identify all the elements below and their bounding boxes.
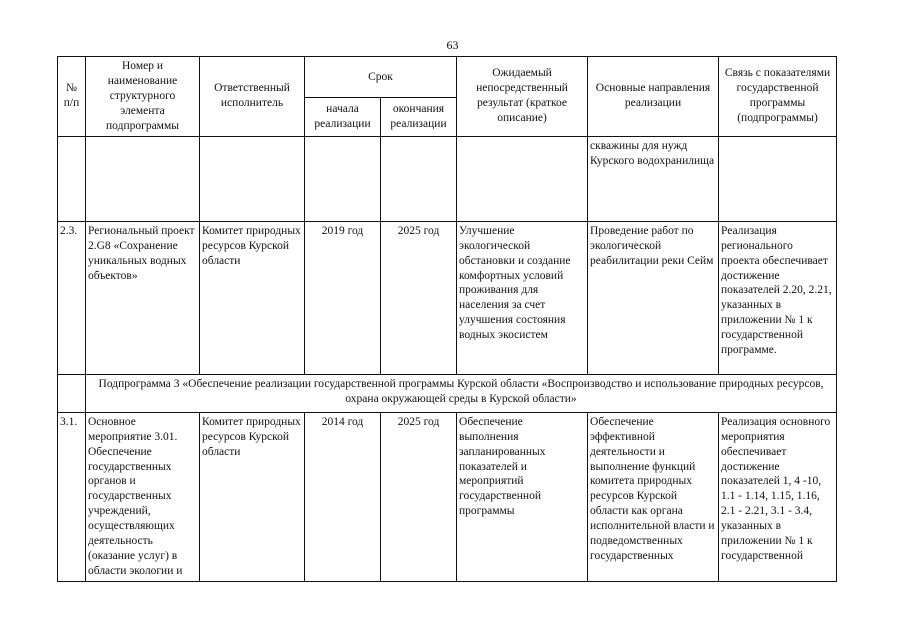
cell-result xyxy=(457,136,588,221)
header-executor: Ответственный исполнитель xyxy=(200,57,305,137)
subprogram-title: Подпрограмма 3 «Обеспечение реализации государственной программы Курской области «Воспроизводство и использование природных ресурсов, охрана окружающей среды в Курской области» xyxy=(86,374,837,412)
table-row xyxy=(58,136,837,221)
cell-link: Реализация регионального проекта обеспечивает достижение показателей 2.20, 2.21, указанных в приложении № 1 к государственной программе. xyxy=(719,221,837,374)
subprogram-row xyxy=(58,374,837,412)
cell-start: 2019 год xyxy=(305,221,381,374)
header-result: Ожидаемый непосредственный результат (краткое описание) xyxy=(457,57,588,137)
cell-start xyxy=(305,136,381,221)
cell-start: 2014 год xyxy=(305,412,381,581)
table-row xyxy=(58,412,837,581)
header-term: Срок xyxy=(305,57,457,98)
header-link: Связь с показателями государственной программы (подпрограммы) xyxy=(719,57,837,137)
header-num: № п/п xyxy=(58,57,86,137)
table-row xyxy=(58,221,837,374)
cell-num xyxy=(58,136,86,221)
cell-name: Региональный проект 2.G8 «Сохранение уникальных водных объектов» xyxy=(86,221,200,374)
cell-directions: Обеспечение эффективной деятельности и выполнение функций комитета природных ресурсов Курской области как органа исполнительной власти и подведомственных государственных xyxy=(588,412,719,581)
cell-directions: Проведение работ по экологической реабилитации реки Сейм xyxy=(588,221,719,374)
header-name: Номер и наименование структурного элемента подпрограммы xyxy=(86,57,200,137)
cell-name xyxy=(86,136,200,221)
program-table xyxy=(57,56,837,582)
page-number: 63 xyxy=(446,38,459,52)
header-directions: Основные направления реализации xyxy=(588,57,719,137)
cell-end: 2025 год xyxy=(381,412,457,581)
cell-directions: скважины для нужд Курского водохранилища xyxy=(588,136,719,221)
cell-executor: Комитет природных ресурсов Курской области xyxy=(200,221,305,374)
cell-end: 2025 год xyxy=(381,221,457,374)
cell-result: Обеспечение выполнения запланированных показателей и мероприятий государственной программы xyxy=(457,412,588,581)
cell-result: Улучшение экологической обстановки и создание комфортных условий проживания для населения за счет улучшения состояния водных экосистем xyxy=(457,221,588,374)
cell-executor xyxy=(200,136,305,221)
cell-end xyxy=(381,136,457,221)
header-end: окончания реализации xyxy=(381,98,457,136)
subprogram-num-cell xyxy=(58,374,86,412)
cell-executor: Комитет природных ресурсов Курской области xyxy=(200,412,305,581)
cell-name: Основное мероприятие 3.01. Обеспечение государственных органов и государственных учреждений, осуществляющих деятельность (оказание услуг) в области экологии и xyxy=(86,412,200,581)
cell-link: Реализация основного мероприятия обеспечивает достижение показателей 1, 4 -10, 1.1 - 1.14, 1.15, 1.16, 2.1 - 2.21, 3.1 - 3.4, указанных в приложении № 1 к государственной xyxy=(719,412,837,581)
header-start: начала реализации xyxy=(305,98,381,136)
cell-num: 2.3. xyxy=(58,221,86,374)
cell-link xyxy=(719,136,837,221)
cell-num: 3.1. xyxy=(58,412,86,581)
